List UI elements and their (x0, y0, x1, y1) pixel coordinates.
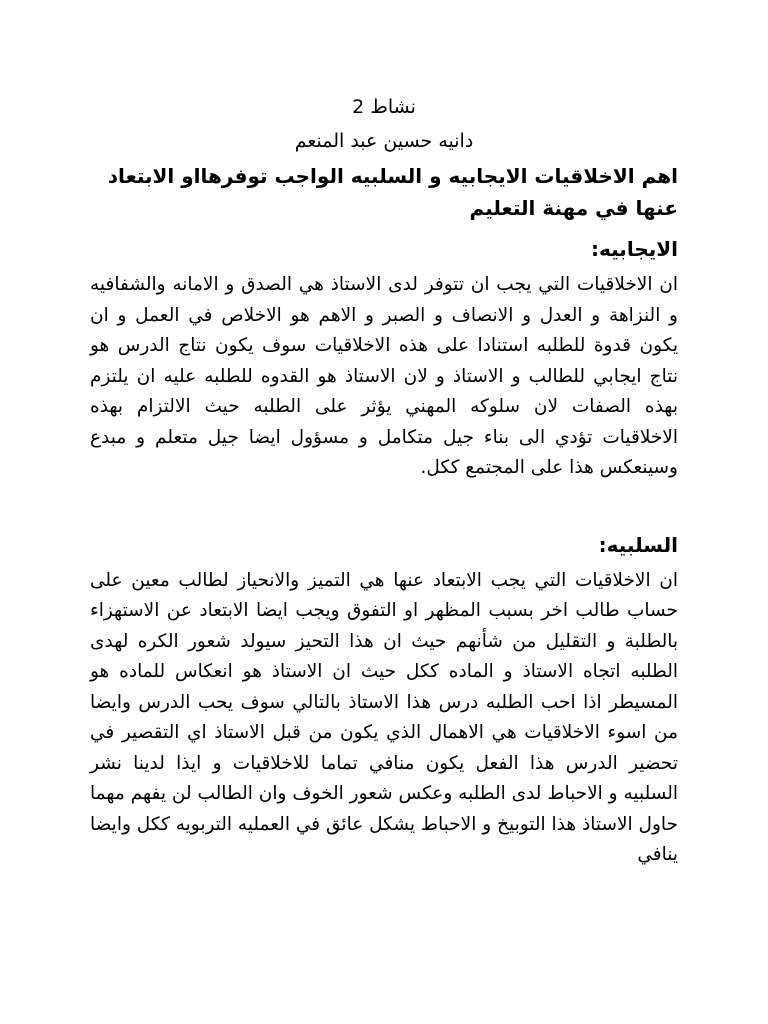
positive-heading: الايجابيه: (591, 237, 678, 261)
section-spacer (90, 484, 678, 528)
activity-number: نشاط 2 (352, 96, 416, 118)
negative-heading: السلبيه: (598, 532, 678, 557)
author-name: دانيه حسين عبد المنعم (294, 130, 474, 152)
negative-paragraph: ان الاخلاقيات التي يجب الابتعاد عنها هي التميز والانحياز لطالب معين على حساب طالب اخر بسبب المظهر او التفوق ويجب ايضا الابتعاد عن الاستهزاء بالطلبة و التقليل من شأنهم حيث ان هذا التحيز سيولد شعور الكره لهدى الطلبه اتجاه الاستاذ و الماده ككل حيث ان الاستاذ هو انعكاس للماده هو المسيطر اذا احب الطلبه درس هذا الاستاذ بالتالي سوف يحب الدرس وايضا من اسوء الاخلاقيات هي الاهمال الذي يكون من قبل الاستاذ اي التقصير في تحضير الدرس هذا الفعل يكون منافي تماما للاخلاقيات و ايذا لدينا نشر السلبيه و الاحباط لدى الطلبه وعكس شعور الخوف وان الطالب لن يفهم مهما حاول الاستاذ هذا التوبيخ و الاحباط يشكل عائق في العمليه التربويه ككل وايضا ينافي (90, 569, 678, 865)
document-title: اهم الاخلاقيات الايجابيه و السلبيه الواجب توفرهااو الابتعاد عنها في مهنة التعليم (107, 164, 678, 220)
document-page (90, 90, 678, 871)
positive-paragraph: ان الاخلاقيات التي يجب ان تتوفر لدى الاستاذ هي الصدق و الامانه والشفافيه و النزاهة و العدل و الانصاف و الصبر و الاهم هو الاخلاص في العمل و ان يكون قدوة للطلبه استنادا على هذه الاخلاقيات سوف يكون نتاج الدرس هو نتاج ايجابي للطالب و الاستاذ و لان الاستاذ هو القدوه للطلبه عليه ان يلتزم بهذه الصفات لان سلوكه المهني يؤثر على الطلبه حيث الالتزام بهذه الاخلاقيات تؤدي الى بناء جيل متكامل و مسؤول ايضا جيل متعلم و مبدع وسينعكس هذا على المجتمع ككل. (90, 274, 678, 478)
